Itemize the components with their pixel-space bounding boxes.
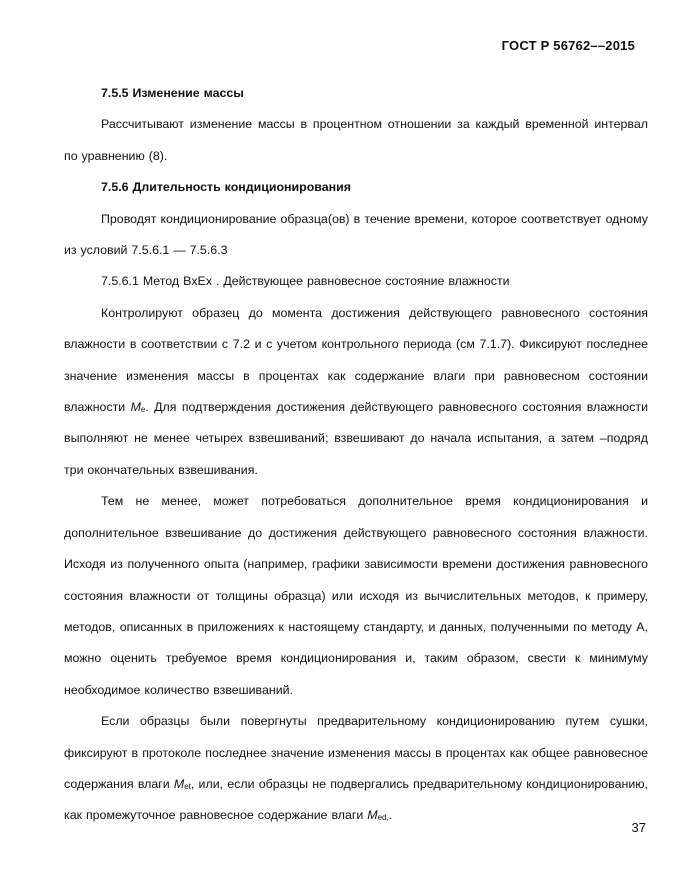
paragraph-text: . Для подтверждения достижения действующего равновесного состояния влажности выполняют не менее четырех взвешиваний; взвешивают до начала испытания, а затем –подряд три окончательных взвешивания. [64,400,648,477]
section-heading-7-5-5: 7.5.5 Изменение массы [101,86,244,100]
paragraph: Проводят кондиционирование образца(ов) в течение времени, которое соответствует одному из условий 7.5.6.1 — 7.5.6.3 [64,211,648,258]
paragraph-text: Контролируют образец до момента достижения действующего равновесного состояния влажности в соответствии с 7.2 и с учетом контрольного периода (см 7.1.7). Фиксируют последнее значение изменения массы в процентах как содержание влаги при равновесном состоянии влажности [64,305,648,415]
section-heading-7-5-6: 7.5.6 Длительность кондиционирования [101,180,351,195]
paragraph-text: , или, если образцы не подвергались предварительному кондиционированию, как промежуточное равновесное содержание влаги [64,776,648,823]
variable-subscript: et [184,781,191,791]
paragraph: Рассчитывают изменение массы в процентном отношении за каждый временной интервал по уравнению (8). [64,117,648,163]
paragraph: Тем не менее, может потребоваться дополнительное время кондиционирования и дополнительное взвешивание до достижения действующего равновесного состояния влажности. Исходя из полученного опыта (например, графики зависимости времени достижения равновесного состояния влажности от толщины образца) или исходя из вычислительных методов, к примеру, методов, описанных в приложениях к настоящему стандарту, и данных, полученными по методу А, можно оценить требуемое время кондиционирования и, таким образом, свести к минимуму необходимое количество взвешиваний. [64,494,648,697]
document-header: ГОСТ Р 56762––2015 [501,38,635,53]
subsection-title-7-5-6-1: 7.5.6.1 Метод BxEx . Действующее равновесное состояние влажности [101,274,510,289]
page-number: 37 [631,820,646,835]
variable-subscript: ed, [377,813,389,823]
variable-m: M [367,808,378,823]
paragraph [64,706,648,832]
paragraph-text: . [388,808,393,823]
paragraph-text: Если образцы были повергнуты предварительному кондиционированию путем сушки, фиксируют в протоколе последнее значение изменения массы в процентах как общее равновесное содержания влаги [64,714,648,791]
variable-subscript: e [140,405,146,415]
document-body [64,78,648,832]
variable-m: M [130,400,141,415]
variable-m: M [173,776,185,791]
paragraph [64,298,648,486]
